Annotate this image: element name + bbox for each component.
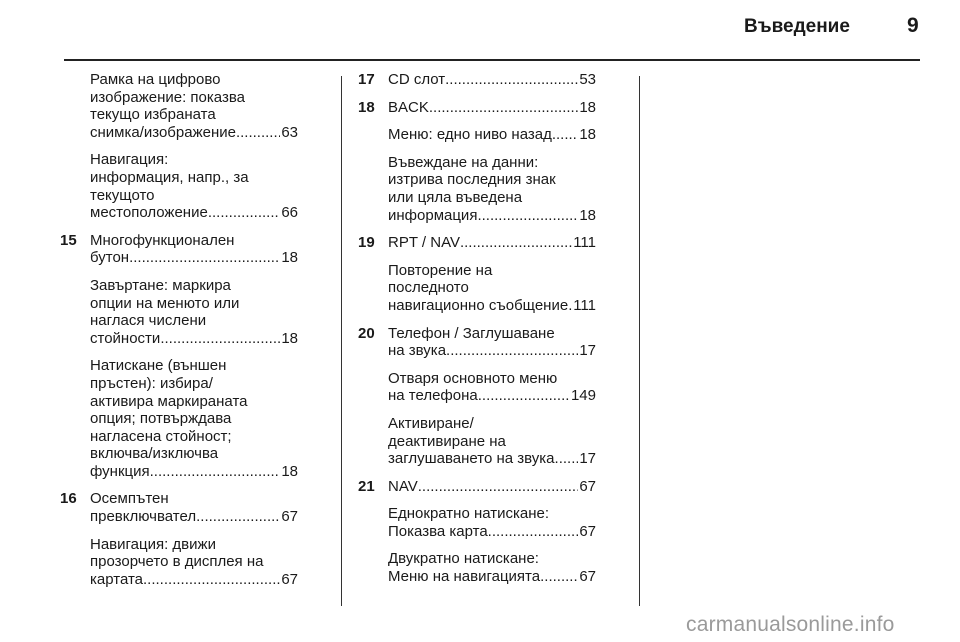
entry-line: опции на менюто или bbox=[90, 294, 240, 312]
watermark: carmanualsonline.info bbox=[686, 613, 895, 636]
entry-topic: BACK bbox=[388, 98, 429, 116]
entry-topic: бутон bbox=[90, 249, 130, 267]
page-reference: 66 bbox=[281, 204, 298, 222]
entry-line: Многофункционален bbox=[90, 231, 235, 249]
entry-paragraph bbox=[388, 234, 596, 252]
entry-number: 17 bbox=[358, 71, 375, 88]
entry-reference-line bbox=[90, 204, 298, 222]
page-reference: 18 bbox=[281, 329, 298, 347]
entry-reference-line bbox=[388, 99, 596, 117]
page-reference: 18 bbox=[579, 98, 596, 116]
index-entry bbox=[358, 71, 596, 89]
page-reference: 18 bbox=[281, 462, 298, 480]
entry-line: Рамка на цифрово bbox=[90, 71, 221, 88]
dot-leader bbox=[418, 478, 579, 496]
entry-reference-line bbox=[388, 523, 596, 541]
page-reference: 18 bbox=[281, 249, 298, 267]
entry-topic: CD слот bbox=[388, 71, 446, 88]
entry-line: Телефон / Заглушаване bbox=[388, 324, 555, 342]
entry-reference-line bbox=[388, 297, 596, 315]
page-number: 9 bbox=[907, 14, 919, 37]
dot-leader bbox=[160, 330, 280, 348]
entry-line: или цяла въведена bbox=[388, 188, 523, 206]
entry-paragraph bbox=[90, 357, 298, 480]
page-reference: 111 bbox=[573, 296, 596, 314]
index-entry bbox=[358, 99, 596, 225]
column-divider-left bbox=[341, 76, 342, 606]
entry-line: Натискане (външен bbox=[90, 357, 227, 375]
dot-leader bbox=[478, 387, 570, 405]
entry-line: изтрива последния знак bbox=[388, 171, 556, 189]
entry-topic: на телефона bbox=[388, 387, 478, 405]
entry-paragraph bbox=[90, 232, 298, 267]
entry-reference-line bbox=[388, 126, 596, 144]
entry-topic: стойности bbox=[90, 329, 161, 347]
dot-leader bbox=[477, 207, 578, 225]
entry-paragraph bbox=[90, 277, 298, 347]
entry-reference-line bbox=[90, 330, 298, 348]
entry-topic: картата bbox=[90, 570, 144, 588]
entry-line: пръстен): избира/ bbox=[90, 374, 213, 392]
entry-reference-line bbox=[90, 508, 298, 526]
entry-paragraph bbox=[388, 262, 596, 315]
entry-line: Навигация: bbox=[90, 151, 169, 169]
entry-reference-line bbox=[388, 568, 596, 586]
entry-paragraph bbox=[388, 478, 596, 496]
entry-paragraph bbox=[388, 99, 596, 117]
dot-leader bbox=[429, 99, 578, 117]
entry-reference-line bbox=[388, 450, 596, 468]
entry-line: последното bbox=[388, 279, 469, 297]
entry-paragraph bbox=[388, 325, 596, 360]
entry-line: Еднократно натискане: bbox=[388, 505, 550, 523]
section-title: Въведение bbox=[744, 16, 850, 37]
entry-reference-line bbox=[388, 342, 596, 360]
entry-topic: навигационно съобщение bbox=[388, 296, 569, 314]
page-reference: 67 bbox=[579, 568, 596, 586]
entry-number: 20 bbox=[358, 324, 375, 342]
entry-line: деактивиране на bbox=[388, 432, 506, 450]
entry-topic: превключвател bbox=[90, 508, 197, 526]
entry-line: Осемпътен bbox=[90, 490, 169, 508]
entry-number: 15 bbox=[60, 231, 77, 249]
index-entry bbox=[60, 490, 298, 588]
index-entry bbox=[358, 234, 596, 314]
entry-paragraph bbox=[90, 490, 298, 525]
dot-leader bbox=[129, 249, 280, 267]
dot-leader bbox=[143, 571, 280, 589]
entry-line: Отваря основното меню bbox=[388, 369, 558, 387]
dot-leader bbox=[208, 204, 281, 222]
entry-reference-line bbox=[90, 249, 298, 267]
entry-line: активира маркираната bbox=[90, 392, 248, 410]
dot-leader bbox=[236, 124, 280, 142]
entry-line: Завъртане: маркира bbox=[90, 276, 231, 294]
entry-line: Повторение на bbox=[388, 261, 493, 279]
entry-line: Навигация: движи bbox=[90, 535, 216, 553]
entry-reference-line bbox=[388, 478, 596, 496]
entry-number: 21 bbox=[358, 477, 375, 495]
page-reference: 17 bbox=[579, 342, 596, 360]
entry-topic: Меню на навигацията bbox=[388, 568, 541, 586]
page-reference: 17 bbox=[579, 450, 596, 468]
index-entry bbox=[60, 232, 298, 481]
column-divider-right bbox=[639, 76, 640, 606]
entry-reference-line bbox=[90, 124, 298, 142]
entry-paragraph bbox=[90, 71, 298, 141]
entry-line: включва/изключва bbox=[90, 445, 219, 463]
index-entry bbox=[358, 325, 596, 468]
dot-leader bbox=[488, 523, 579, 541]
entry-topic: RPT / NAV bbox=[388, 234, 460, 252]
index-entry bbox=[358, 478, 596, 586]
page-reference: 18 bbox=[579, 206, 596, 224]
entry-line: Въвеждане на данни: bbox=[388, 153, 539, 171]
entry-topic: снимка/изображение bbox=[90, 123, 236, 141]
page-reference: 67 bbox=[579, 477, 596, 495]
page-reference: 149 bbox=[570, 387, 596, 405]
entry-reference-line bbox=[388, 234, 596, 252]
entry-line: прозорчето в дисплея на bbox=[90, 553, 264, 571]
entry-topic: местоположение bbox=[90, 204, 208, 222]
dot-leader bbox=[150, 463, 281, 481]
entry-line: нагласена стойност; bbox=[90, 427, 232, 445]
page-reference: 67 bbox=[579, 522, 596, 540]
page-reference: 63 bbox=[281, 123, 298, 141]
entry-reference-line bbox=[90, 571, 298, 589]
header-divider bbox=[64, 59, 920, 61]
entry-line: опция; потвърждава bbox=[90, 410, 232, 428]
entry-line: изображение: показва bbox=[90, 88, 245, 106]
entry-reference-line bbox=[388, 207, 596, 225]
entry-topic: заглушаването на звука bbox=[388, 450, 555, 468]
entry-line: текущото bbox=[90, 186, 155, 204]
entry-topic: Меню: едно ниво назад bbox=[388, 126, 552, 144]
entry-number: 18 bbox=[358, 98, 375, 116]
page-reference: 111 bbox=[573, 234, 596, 252]
dot-leader bbox=[555, 450, 579, 468]
entry-paragraph bbox=[388, 370, 596, 405]
dot-leader bbox=[446, 342, 578, 360]
entry-reference-line bbox=[388, 71, 596, 89]
entry-topic: NAV bbox=[388, 477, 418, 495]
entry-topic: Показва карта bbox=[388, 522, 488, 540]
dot-leader bbox=[460, 234, 572, 252]
index-entry bbox=[60, 71, 298, 222]
right-column bbox=[358, 71, 596, 596]
entry-paragraph bbox=[388, 505, 596, 540]
entry-paragraph bbox=[388, 154, 596, 224]
entry-topic: на звука bbox=[388, 342, 447, 360]
dot-leader bbox=[445, 71, 578, 89]
entry-line: наглася числени bbox=[90, 312, 207, 330]
entry-number: 16 bbox=[60, 490, 77, 508]
entry-line: Двукратно натискане: bbox=[388, 550, 539, 568]
entry-number: 19 bbox=[358, 234, 375, 252]
dot-leader bbox=[552, 126, 578, 144]
entry-paragraph bbox=[90, 151, 298, 221]
entry-topic: информация bbox=[388, 206, 478, 224]
entry-paragraph bbox=[90, 536, 298, 589]
entry-reference-line bbox=[90, 463, 298, 481]
page-reference: 53 bbox=[579, 71, 596, 88]
entry-paragraph bbox=[388, 126, 596, 144]
dot-leader bbox=[196, 508, 280, 526]
page-reference: 67 bbox=[281, 508, 298, 526]
entry-paragraph bbox=[388, 415, 596, 468]
entry-paragraph bbox=[388, 550, 596, 585]
entry-topic: функция bbox=[90, 462, 150, 480]
entry-line: информация, напр., за bbox=[90, 168, 249, 186]
page-reference: 18 bbox=[579, 126, 596, 144]
entry-paragraph bbox=[388, 71, 596, 89]
left-column bbox=[60, 71, 298, 598]
entry-reference-line bbox=[388, 387, 596, 405]
dot-leader bbox=[540, 568, 578, 586]
page-reference: 67 bbox=[281, 570, 298, 588]
entry-line: Активиране/ bbox=[388, 414, 474, 432]
entry-line: текущо избраната bbox=[90, 106, 216, 124]
